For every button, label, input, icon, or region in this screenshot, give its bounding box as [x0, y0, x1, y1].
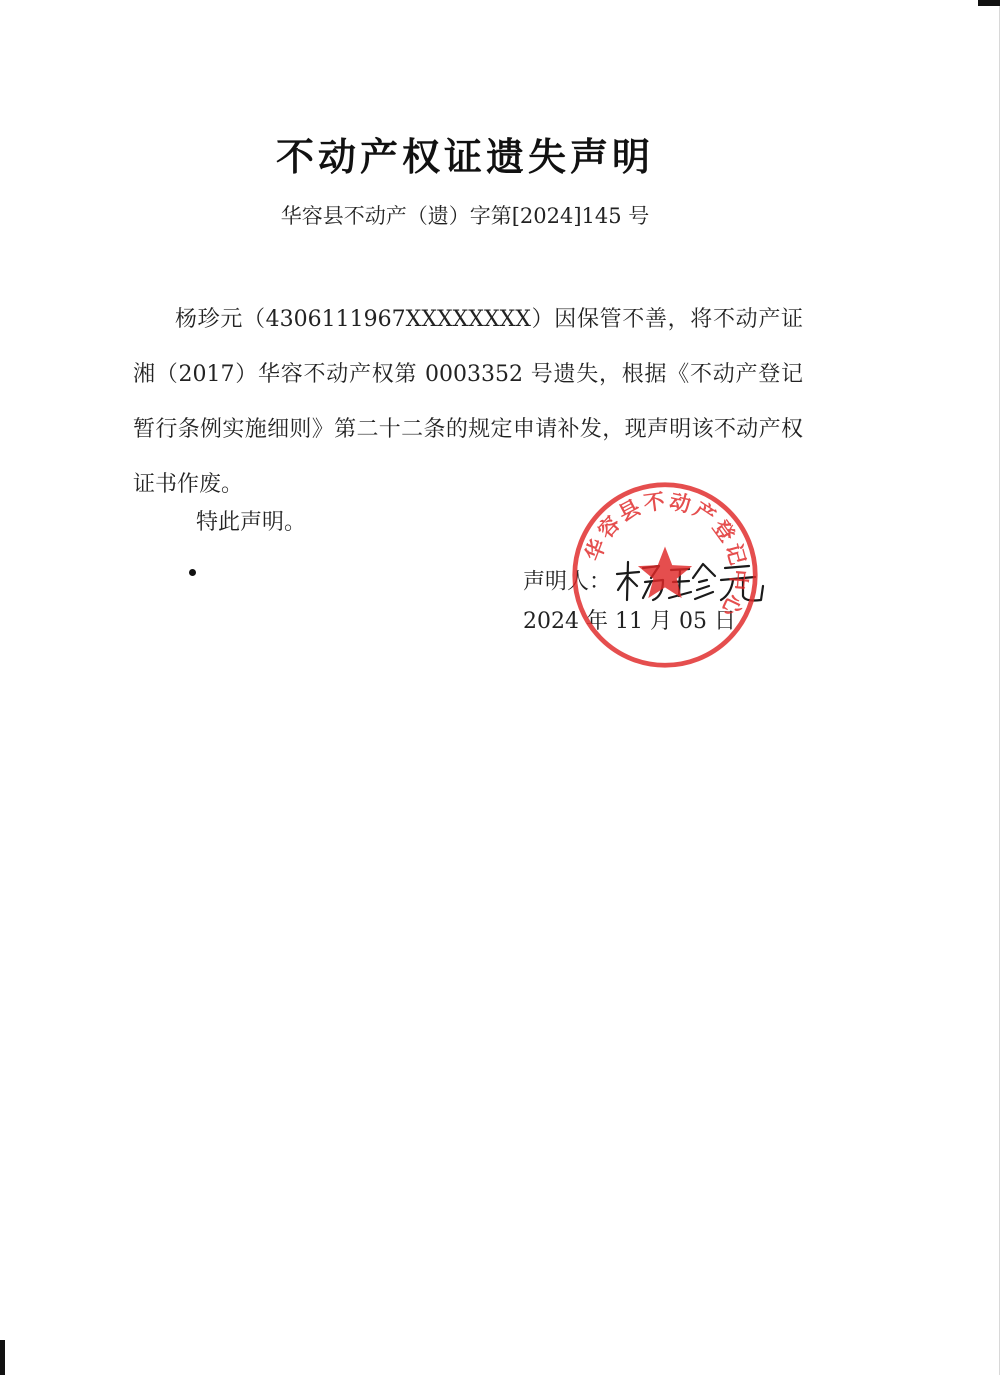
- document-number: 华容县不动产（遗）字第[2024]145 号: [280, 204, 650, 228]
- scan-mark: [978, 0, 1000, 6]
- declaration-date: 2024 年 11 月 05 日: [523, 609, 736, 634]
- declaration-paragraph: 杨珍元（4306111967XXXXXXXX）因保管不善，将不动产证湘（2017）华容不动产权第 0003352 号遗失，根据《不动产登记暂行条例实施细则》第二十二条的规定申请补发，现声明该不动产权证书作废。: [133, 307, 803, 497]
- page-title: 不动产权证遗失声明: [275, 135, 654, 179]
- scan-mark: [0, 1340, 5, 1375]
- ink-dot: [189, 569, 196, 576]
- seal-text: 华容县不动产登记中心: [580, 488, 752, 623]
- declarant-label: 声明人：: [523, 569, 612, 595]
- closing-paragraph: 特此声明。: [196, 510, 307, 535]
- declaration-body: [133, 292, 803, 512]
- star-icon: [638, 547, 692, 599]
- official-seal: [570, 480, 760, 670]
